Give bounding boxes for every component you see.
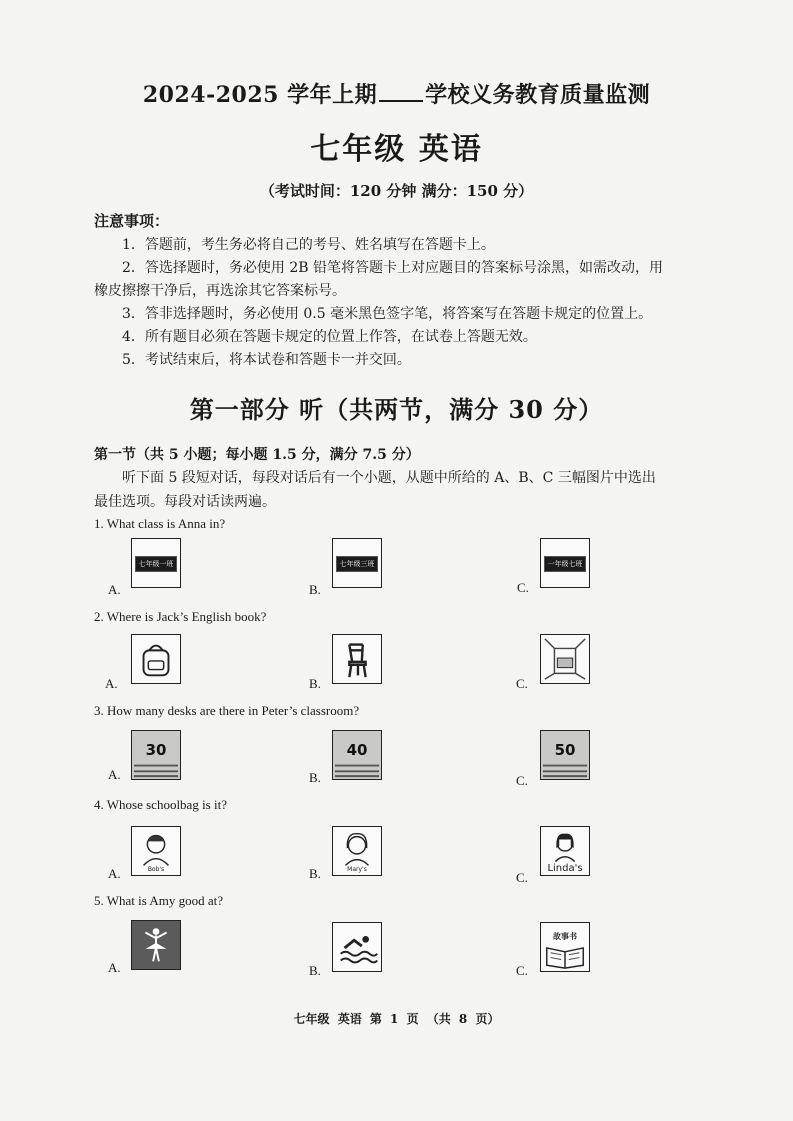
option-a-label: A. [108,767,121,782]
desk-count: 50 [554,741,576,759]
option-b-label: B. [309,676,321,691]
school-name-blank [379,80,423,102]
book-title: 故事书 [553,932,577,941]
note-item: 4．所有题目必须在答题卡规定的位置上作答，在试卷上答题无效。 [122,329,537,345]
header-title-left: 2024-2025 学年上期 [142,82,378,108]
bed-room-icon [540,634,590,684]
section-instruction [94,466,706,514]
subject-title: 七年级 英语 [310,132,483,167]
page-footer: 七年级 英语 第 1 页 （共 8 页） [293,1012,500,1026]
swimming-icon [332,922,382,972]
exam-header-title [0,78,793,109]
question-5: 5. What is Amy good at? [94,893,224,908]
note-item: 3．答非选择题时，务必使用 0.5 毫米黑色签字笔，将答案写在答题卡规定的位置上。 [122,306,653,322]
header-title-right: 学校义务教育质量监测 [425,82,651,108]
question-4: 4. Whose schoolbag is it? [94,797,227,812]
ballet-dancer-icon [131,920,181,970]
option-a-label: A. [108,582,121,597]
part-one-title: 第一部分 听（共两节，满分 30 分） [189,395,604,424]
class-plate-text: 七年级一班 [135,556,177,572]
option-a-label: A. [105,676,118,691]
class-plate-text: 七年级三班 [336,556,378,572]
note-item: 5．考试结束后，将本试卷和答题卡一并交回。 [122,352,411,368]
instruction-line-1: 听下面 5 段短对话，每段对话后有一个小题，从题中所给的 A、B、C 三幅图片中选出 [122,470,656,486]
option-b-label: B. [309,963,321,978]
question-2: 2. Where is Jack’s English book? [94,609,267,624]
classroom-desks-image-c [540,730,590,780]
exam-info: （考试时间：120 分钟 满分：150 分） [259,182,534,200]
class-plate-image-b [332,538,382,588]
owner-name: Bob's [147,866,165,873]
class-plate-text: 一年级七班 [544,556,586,572]
schoolbag-icon [131,634,181,684]
option-b-label: B. [309,582,321,597]
option-c-label: C. [516,963,528,978]
option-b-label: B. [309,866,321,881]
boy-portrait-icon [131,826,181,876]
instruction-line-2: 最佳选项。每段对话读两遍。 [94,494,276,510]
note-item-continuation: 橡皮擦擦干净后，再选涂其它答案标号。 [94,283,346,299]
girl-portrait-icon [332,826,382,876]
question-1: 1. What class is Anna in? [94,516,226,531]
desk-count: 30 [145,741,167,759]
question-3: 3. How many desks are there in Peter’s classroom? [94,703,360,718]
note-item: 1．答题前，考生务必将自己的考号、姓名填写在答题卡上。 [122,237,495,253]
notes-heading: 注意事项： [94,212,170,230]
chair-icon [332,634,382,684]
notes-list [94,234,706,372]
option-c-label: C. [517,580,529,595]
section-one-title: 第一节（共 5 小题；每小题 1.5 分，满分 7.5 分） [94,447,420,463]
classroom-desks-image-b [332,730,382,780]
class-plate-image-a [131,538,181,588]
option-a-label: A. [108,960,121,975]
option-b-label: B. [309,770,321,785]
girl-with-bob-hair-icon [540,826,590,876]
owner-name: Linda's [547,863,583,874]
option-c-label: C. [516,870,528,885]
option-c-label: C. [516,773,528,788]
classroom-desks-image-a [131,730,181,780]
option-a-label: A. [108,866,121,881]
storybook-icon [540,922,590,972]
class-plate-image-c [540,538,590,588]
note-item: 2．答选择题时，务必使用 2B 铅笔将答题卡上对应题目的答案标号涂黑，如需改动，用 [122,260,664,276]
owner-name: Mary's [347,866,367,873]
option-c-label: C. [516,676,528,691]
desk-count: 40 [346,741,368,759]
